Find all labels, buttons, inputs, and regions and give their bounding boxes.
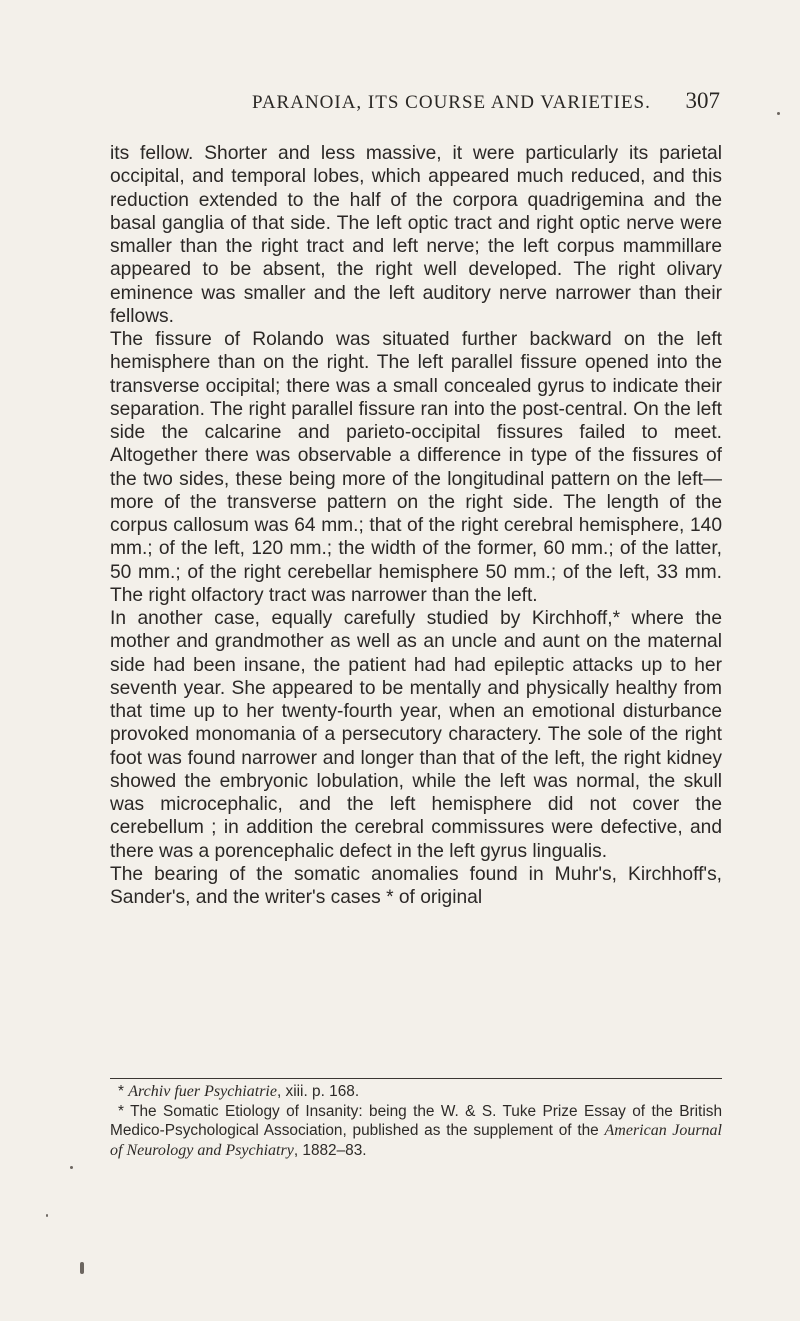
paragraph-4: The bearing of the somatic anomalies found in Muhr's, Kirchhoff's, Sander's, and the writer's cases * of original (110, 863, 722, 908)
ink-speck (80, 1262, 84, 1274)
footnote-2-text: * The Somatic Etiology of Insanity: being the W. & S. Tuke Prize Essay of the British Medico-Psychological Association, published as the supplement of the (110, 1102, 722, 1139)
paragraph-1: its fellow. Shorter and less massive, it were particularly its parietal occipital, and temporal lobes, which appeared much reduced, and this reduction extended to the half of the corpora quadrigemina and the basal ganglia of that side. The left optic tract and right optic nerve were smaller than the right tract and left nerve; the left corpus mammillare appeared to be absent, the right well developed. The right olivary eminence was smaller and the left auditory nerve narrower than their fellows. (110, 143, 722, 327)
running-title: PARANOIA, ITS COURSE AND VARIETIES. (252, 92, 651, 113)
footnote-rule (110, 1078, 722, 1079)
footnote-2 (110, 1102, 722, 1161)
footnote-1 (110, 1082, 722, 1102)
footnote-2-journal-title: American Journal of Neurology and Psychiatry (110, 1122, 722, 1159)
footnote-1-reference: , xiii. p. 168. (276, 1083, 360, 1100)
ink-speck (70, 1166, 73, 1169)
running-head (110, 88, 720, 122)
page-number: 307 (685, 88, 720, 113)
ink-speck (777, 112, 780, 115)
ink-speck (46, 1214, 48, 1217)
body-text (110, 142, 722, 909)
footnote-1-mark: * (118, 1083, 129, 1100)
footnote-1-journal-title: Archiv fuer Psychiatrie (128, 1083, 277, 1100)
paragraph-2: The fissure of Rolando was situated further backward on the left hemisphere than on the right. The left parallel fissure opened into the transverse occipital; there was a small concealed gyrus to indicate their separation. The right parallel fissure ran into the post-central. On the left side the calcarine and parieto-occipital fissures failed to meet. Altogether there was observable a difference in type of the fissures of the two sides, these being more of the longitudinal pattern on the left—more of the transverse pattern on the right side. The length of the corpus callosum was 64 mm.; that of the right cerebral hemisphere, 140 mm.; of the left, 120 mm.; the width of the former, 60 mm.; of the latter, 50 mm.; of the right cerebellar hemisphere 50 mm.; of the left, 33 mm. The right olfactory tract was narrower than the left. (110, 329, 722, 606)
footnotes (110, 1082, 722, 1160)
footnote-2-year: , 1882–83. (293, 1141, 367, 1159)
paragraph-3: In another case, equally carefully studied by Kirchhoff,* where the mother and grandmother as well as an uncle and aunt on the maternal side had been insane, the patient had had epileptic attacks up to her seventh year. She appeared to be mentally and physically healthy from that time up to her twenty-fourth year, when an emotional disturbance provoked monomania of a persecutory charactery. The sole of the right foot was found narrower and longer than that of the left, the right kidney showed the embryonic lobulation, while the left was normal, the skull was microcephalic, and the left hemisphere did not cover the cerebellum ; in addition the cerebral commissures were defective, and there was a porencephalic defect in the left gyrus lingualis. (110, 608, 722, 862)
